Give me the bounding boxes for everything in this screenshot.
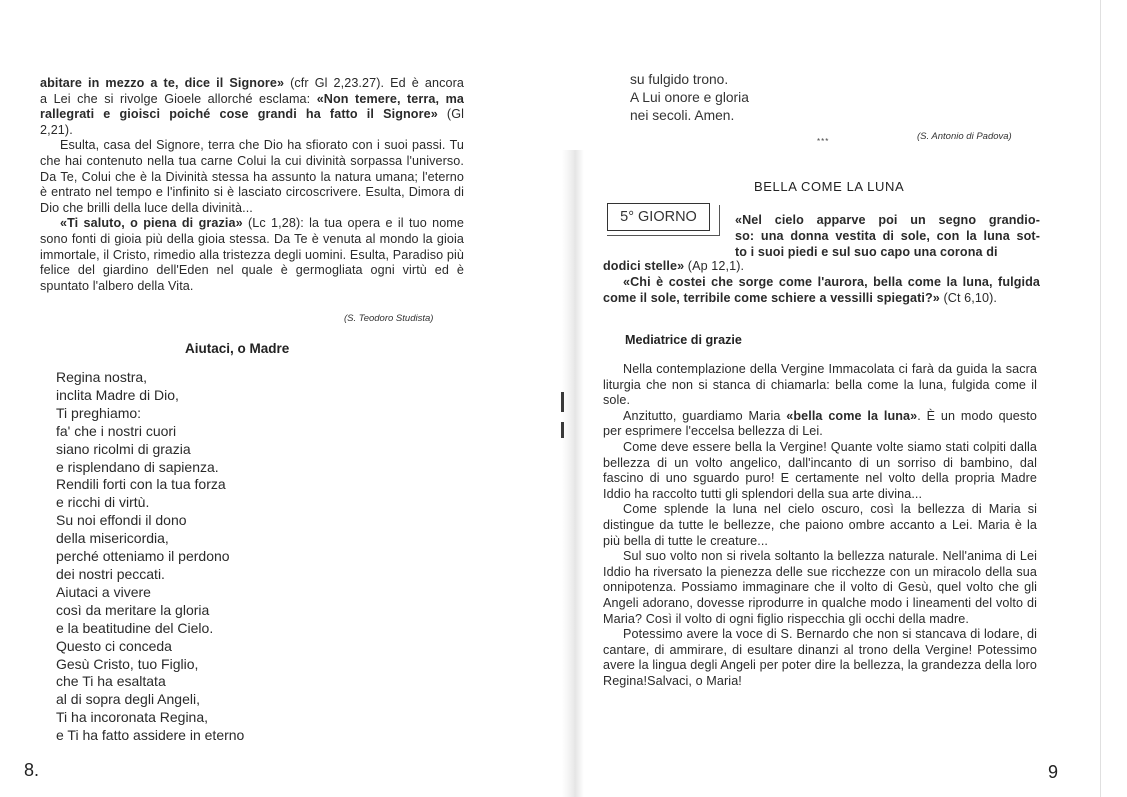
verse-text — [630, 71, 749, 125]
paragraph: Come splende la luna nel cielo oscuro, così la bellezza di Maria si distingue da tutte le bellezze, che paiono ombre accanto a Lei. Maria è la più bella di tutte le creature... — [603, 502, 1037, 548]
paragraph — [603, 274, 1040, 306]
bold-text: «Nel cielo apparve poi un segno grandio- — [735, 213, 1040, 227]
prayer-line: così da meritare la gloria — [56, 601, 210, 618]
page-edge-line — [1100, 0, 1101, 797]
paragraph: Sul suo volto non si rivela soltanto la bellezza naturale. Nell'anima di Lei Iddio ha riversato la pienezza delle sue ricchezze con un miracolo della sua onnipotenza. Possiamo immaginare che il volto di Gesù, quel volto che gli Angeli adorano, dovesse riprodurre in qualche modo i lineamenti del volto di Maria? Così il volto di ogni figlio rispecchia gli occhi della madre. — [603, 549, 1037, 626]
prayer-line: e risplendano di sapienza. — [56, 458, 219, 475]
source-citation: (S. Teodoro Studista) — [344, 313, 434, 324]
bold-quote: «bella come la luna» — [786, 408, 918, 423]
text-line — [40, 92, 464, 108]
prayer-line: Ti ha incoronata Regina, — [56, 709, 209, 726]
prayer-line: al di sopra degli Angeli, — [56, 691, 200, 708]
verse-line: nei secoli. Amen. — [630, 108, 735, 123]
prayer-line: siano ricolmi di grazia — [56, 440, 191, 457]
prayer-line: Ti preghiamo: — [56, 404, 142, 421]
bold-text: so: una donna vestita di sole, con la luna sot- — [735, 229, 1040, 243]
prayer-line: Rendili forti con la tua forza — [56, 476, 226, 493]
paragraph — [40, 76, 464, 138]
bold-text: «Non temere, terra, ma — [316, 91, 464, 106]
bold-text: to i suoi piedi e sul suo capo una corona di — [735, 245, 998, 259]
text-run: a Lei che si rivolge Gioele allorché esclama: — [40, 91, 317, 106]
paragraph — [603, 409, 1037, 440]
text-run: (Gl — [437, 107, 465, 122]
prayer-line: Questo ci conceda — [56, 637, 172, 654]
paragraph-text: (Lc 1,28): la tua opera e il tuo nome sono fonti di gioia più della gioia stessa. Da Te è venuta al mondo la gioia immortale, il Cristo, rimedio alla tristezza degli uomini. Esulta, Paradiso più felice del giardino dell'Eden nel quale è germogliata ogni virtù ed è spuntato l'albero della Vita. — [40, 216, 464, 293]
intro-continuation — [603, 258, 1040, 306]
left-top-text — [40, 76, 464, 294]
paragraph: Esulta, casa del Signore, terra che Dio ha sfiorato con i suoi passi. Tu che hai contenuto nella tua carne Colui la cui divinità sorpassa l'universo. Da Te, Colui che è la Divinità stessa ha assunto la natura umana; l'eterno è entrato nel tempo e l'infinito si è lasciato circoscrivere. Esulta, Dimora di Dio che brilli della luce della divinità... — [40, 138, 464, 215]
prayer-line: Gesù Cristo, tuo Figlio, — [56, 655, 199, 672]
paragraph — [603, 258, 1040, 274]
bold-quote: «Chi è costei che sorge come l'aurora, bella come la luna, fulgida come il sole, terribile come schiere a vessilli spiegati?» — [603, 275, 1040, 305]
text-run: (cfr Gl 2,23.27). Ed è ancora — [284, 76, 464, 90]
gutter-scan-mark — [561, 392, 564, 412]
text-run: 2,21). — [40, 122, 73, 137]
page-number: 9 — [1048, 762, 1059, 782]
paragraph-text: (Ct 6,10). — [939, 291, 997, 305]
intro-quote — [735, 212, 1040, 260]
left-page — [0, 0, 560, 797]
text-line — [603, 258, 1040, 274]
bold-text: dodici stelle» — [603, 259, 685, 273]
prayer-title: Aiutaci, o Madre — [185, 341, 290, 356]
prayer-line: fa' che i nostri cuori — [56, 422, 177, 439]
prayer-line: Regina nostra, — [56, 369, 148, 385]
prayer-text — [56, 369, 244, 745]
source-citation: (S. Antonio di Padova) — [917, 131, 1012, 142]
section-separator: *** — [817, 137, 830, 146]
paragraph: Come deve essere bella la Vergine! Quante volte siamo stati colpiti dalla bellezza di un volto angelico, dall'incanto di un sorriso di bambino, dal fascino di uno sguardo puro! E certamente nel volto della propria Madre Iddio ha raccolto tutti gli splendori della sua arte divina... — [603, 439, 1037, 501]
prayer-line: perché otteniamo il perdono — [56, 548, 230, 565]
right-body-text — [603, 362, 1037, 689]
prayer-line: che Ti ha esaltata — [56, 673, 166, 690]
prayer-line: dei nostri peccati. — [56, 565, 165, 582]
paragraph-text: Anzitutto, guardiamo Maria — [623, 408, 787, 423]
prayer-line: e Ti ha fatto assidere in eterno — [56, 727, 245, 744]
paragraph-text: . È un modo questo per esprimere l'eccelsa bellezza di Lei. — [603, 408, 1037, 439]
paragraph: Nella contemplazione della Vergine Immacolata ci farà da guida la sacra liturgia che non si stanca di chiamarla: bella come la luna, fulgida come il sole. — [603, 362, 1037, 408]
prayer-line: e ricchi di virtù. — [56, 494, 150, 511]
subheading: Mediatrice di grazie — [625, 333, 742, 347]
day-label-box: 5° GIORNO — [607, 203, 710, 231]
text-line — [735, 228, 1040, 244]
prayer-line: Su noi effondi il dono — [56, 512, 187, 529]
divider — [719, 205, 720, 236]
text-line — [40, 76, 464, 92]
text-line — [735, 212, 1040, 228]
verse-line: A Lui onore e gloria — [630, 90, 749, 105]
bold-text: rallegrati e gioisci poiché cose grandi ha fatto il Signore» — [40, 107, 438, 122]
prayer-line: e la beatitudine del Cielo. — [56, 619, 214, 636]
bold-quote: «Ti saluto, o piena di grazia» — [60, 216, 243, 231]
text-run: (Ap 12,1). — [684, 259, 745, 273]
prayer-line: della misericordia, — [56, 530, 169, 547]
gutter-scan-mark — [561, 422, 564, 438]
paragraph: Potessimo avere la voce di S. Bernardo che non si stancava di lodare, di cantare, di ammirare, di esultare dinanzi al trono della Vergine! Potessimo avere la lingua degli Angeli per poter dire la bellezza, la grandezza della loro Regina!Salvaci, o Maria! — [603, 627, 1037, 688]
prayer-line: inclita Madre di Dio, — [56, 386, 179, 403]
paragraph — [40, 216, 464, 294]
section-title: BELLA COME LA LUNA — [754, 179, 905, 194]
bold-text: abitare in mezzo a te, dice il Signore» — [40, 76, 285, 90]
verse-line: su fulgido trono. — [630, 72, 729, 87]
text-line — [40, 123, 464, 139]
divider — [607, 235, 720, 236]
book-gutter-shadow — [562, 150, 584, 797]
page-number: 8. — [24, 760, 40, 780]
text-line — [40, 107, 464, 123]
prayer-line: Aiutaci a vivere — [56, 583, 151, 600]
